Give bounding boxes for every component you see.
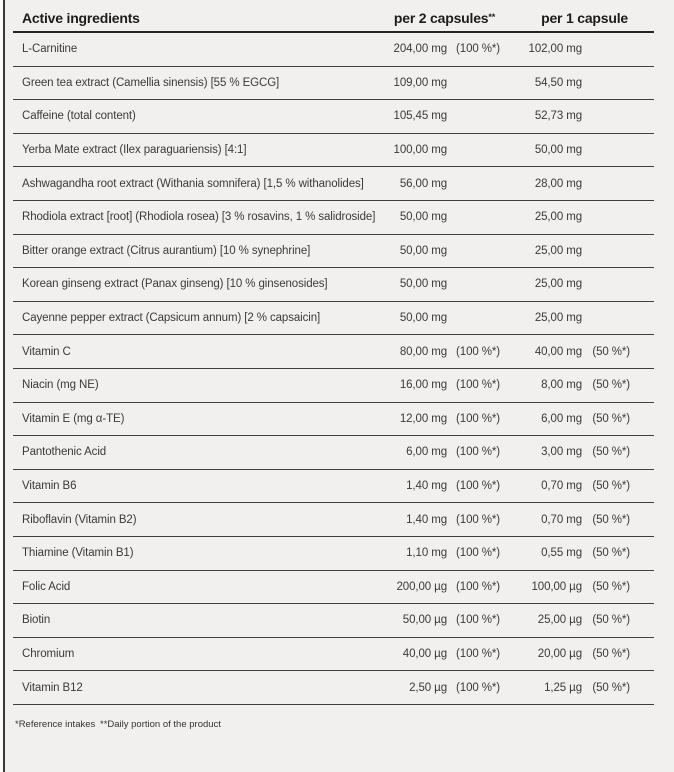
per-1-capsule-value: 25,00 µg [537,614,582,627]
table-row [13,604,654,638]
per-1-capsule-value: 8,00 mg [541,379,582,392]
table-row [13,302,654,336]
per-2-capsules-value: 109,00 mg [393,76,447,89]
per-1-capsule-percent: (50 %*) [592,412,630,425]
per-2-capsules-percent: (100 %*) [456,379,500,392]
per-1-capsule-percent: (50 %*) [592,647,630,660]
table-row [13,403,654,437]
table-row [13,369,654,403]
column-header-per-2-capsules-label: per 2 capsules [393,10,489,26]
table-row [13,134,654,168]
column-header-per-1-capsule [541,0,628,31]
per-1-capsule-percent [588,235,630,268]
table-body [13,33,654,705]
per-2-capsules-value: 1,10 mg [406,547,447,560]
per-2-capsules-value: 6,00 mg [406,446,447,459]
per-2-capsules-value: 16,00 mg [399,379,447,392]
ingredient-name: Ashwagandha root extract (Withania somnifera) [1,5 % withanolides] [22,177,364,190]
per-2-capsules-value: 50,00 mg [399,278,447,291]
ingredient-name: Riboflavin (Vitamin B2) [22,513,137,526]
per-1-capsule-percent [588,167,630,200]
table-row [13,33,654,67]
per-2-capsules-percent [452,201,500,234]
column-header-active-ingredients-label: Active ingredients [22,10,140,26]
per-2-capsules-percent [452,100,500,133]
per-2-capsules-value: 50,00 mg [399,244,447,257]
per-1-capsule-percent: (50 %*) [592,513,630,526]
per-2-capsules-percent [452,134,500,167]
per-2-capsules-percent: (100 %*) [456,43,500,56]
per-2-capsules-value: 1,40 mg [406,480,447,493]
per-2-capsules-percent: (100 %*) [456,412,500,425]
per-1-capsule-value: 28,00 mg [534,177,582,190]
footnote-reference-intakes: *Reference intakes [15,718,96,730]
per-2-capsules-value: 1,40 mg [406,513,447,526]
ingredient-name: Folic Acid [22,580,71,593]
per-1-capsule-value: 0,70 mg [541,513,582,526]
ingredient-name: Korean ginseng extract (Panax ginseng) [10 % ginsenosides] [22,278,328,291]
ingredients-table [13,0,654,751]
per-1-capsule-percent: (50 %*) [592,614,630,627]
per-1-capsule-percent [588,67,630,100]
footnote-daily-portion: **Daily portion of the product [100,718,221,730]
per-2-capsules-value: 80,00 mg [399,345,447,358]
per-1-capsule-percent: (50 %*) [592,480,630,493]
per-2-capsules-percent: (100 %*) [456,345,500,358]
table-row [13,167,654,201]
per-2-capsules-value: 200,00 µg [396,580,447,593]
per-1-capsule-percent [588,134,630,167]
ingredient-name: Rhodiola extract [root] (Rhodiola rosea) [3 % rosavins, 1 % salidroside] [22,211,376,224]
table-row [13,235,654,269]
per-2-capsules-percent: (100 %*) [456,513,500,526]
table-row [13,537,654,571]
table-row [13,638,654,672]
ingredient-name: Vitamin C [22,345,71,358]
per-2-capsules-percent: (100 %*) [456,480,500,493]
per-2-capsules-percent [452,302,500,335]
column-header-active-ingredients [22,0,140,31]
per-1-capsule-value: 20,00 µg [537,647,582,660]
ingredient-name: Yerba Mate extract (Ilex paraguariensis) [4:1] [22,144,247,157]
per-2-capsules-percent: (100 %*) [456,681,500,694]
table-row [13,571,654,605]
column-header-per-2-capsules [394,0,495,31]
per-2-capsules-percent [452,167,500,200]
per-1-capsule-value: 0,55 mg [541,547,582,560]
ingredient-name: L-Carnitine [22,43,78,56]
table-row [13,268,654,302]
ingredient-name: Thiamine (Vitamin B1) [22,547,134,560]
ingredient-name: Pantothenic Acid [22,446,107,459]
table-row [13,503,654,537]
table-row [13,201,654,235]
per-2-capsules-value: 2,50 µg [409,681,447,694]
per-2-capsules-value: 204,00 mg [393,43,447,56]
per-1-capsule-value: 1,25 µg [544,681,582,694]
footnotes [13,705,654,751]
ingredient-name: Chromium [22,647,75,660]
per-2-capsules-percent [452,235,500,268]
per-1-capsule-value: 25,00 mg [534,312,582,325]
per-1-capsule-value: 50,00 mg [534,144,582,157]
per-1-capsule-percent: (50 %*) [592,580,630,593]
ingredient-name: Cayenne pepper extract (Capsicum annum) [2 % capsaicin] [22,312,321,325]
per-2-capsules-percent [452,268,500,301]
left-border-line [3,0,5,772]
per-2-capsules-percent: (100 %*) [456,647,500,660]
per-1-capsule-percent: (50 %*) [592,345,630,358]
per-1-capsule-value: 102,00 mg [528,43,582,56]
per-1-capsule-value: 54,50 mg [534,76,582,89]
ingredient-name: Niacin (mg NE) [22,379,99,392]
table-header-row [13,0,654,33]
per-2-capsules-percent [452,67,500,100]
per-1-capsule-value: 25,00 mg [534,244,582,257]
ingredient-name: Biotin [22,614,51,627]
ingredient-name: Bitter orange extract (Citrus aurantium) [10 % synephrine] [22,244,311,257]
table-row [13,436,654,470]
ingredient-name: Vitamin E (mg α-TE) [22,412,125,425]
per-2-capsules-percent: (100 %*) [456,580,500,593]
table-row [13,100,654,134]
ingredient-name: Vitamin B12 [22,681,83,694]
per-2-capsules-value: 50,00 mg [399,312,447,325]
per-1-capsule-value: 3,00 mg [541,446,582,459]
per-2-capsules-percent: (100 %*) [456,446,500,459]
per-1-capsule-percent: (50 %*) [592,446,630,459]
per-1-capsule-percent [588,100,630,133]
ingredient-name: Vitamin B6 [22,480,77,493]
per-2-capsules-value: 12,00 mg [399,412,447,425]
double-asterisk-superscript: ** [488,12,495,22]
per-2-capsules-value: 50,00 mg [399,211,447,224]
per-2-capsules-value: 56,00 mg [399,177,447,190]
per-1-capsule-value: 0,70 mg [541,480,582,493]
per-1-capsule-value: 40,00 mg [534,345,582,358]
per-1-capsule-percent: (50 %*) [592,547,630,560]
per-2-capsules-percent: (100 %*) [456,614,500,627]
ingredient-name: Green tea extract (Camellia sinensis) [55 % EGCG] [22,76,280,89]
per-2-capsules-value: 100,00 mg [393,144,447,157]
per-1-capsule-percent: (50 %*) [592,681,630,694]
per-2-capsules-value: 50,00 µg [402,614,447,627]
per-1-capsule-value: 25,00 mg [534,278,582,291]
table-row [13,470,654,504]
ingredient-name: Caffeine (total content) [22,110,136,123]
table-row [13,335,654,369]
per-2-capsules-percent: (100 %*) [456,547,500,560]
per-2-capsules-value: 40,00 µg [402,647,447,660]
table-row [13,67,654,101]
per-1-capsule-value: 6,00 mg [541,412,582,425]
per-1-capsule-percent: (50 %*) [592,379,630,392]
per-1-capsule-percent [588,302,630,335]
per-1-capsule-value: 52,73 mg [534,110,582,123]
column-header-per-1-capsule-label: per 1 capsule [541,10,628,26]
per-1-capsule-value: 25,00 mg [534,211,582,224]
per-1-capsule-percent [588,201,630,234]
per-1-capsule-percent [588,33,630,66]
per-2-capsules-value: 105,45 mg [393,110,447,123]
per-1-capsule-value: 100,00 µg [531,580,582,593]
per-1-capsule-percent [588,268,630,301]
table-row [13,671,654,705]
